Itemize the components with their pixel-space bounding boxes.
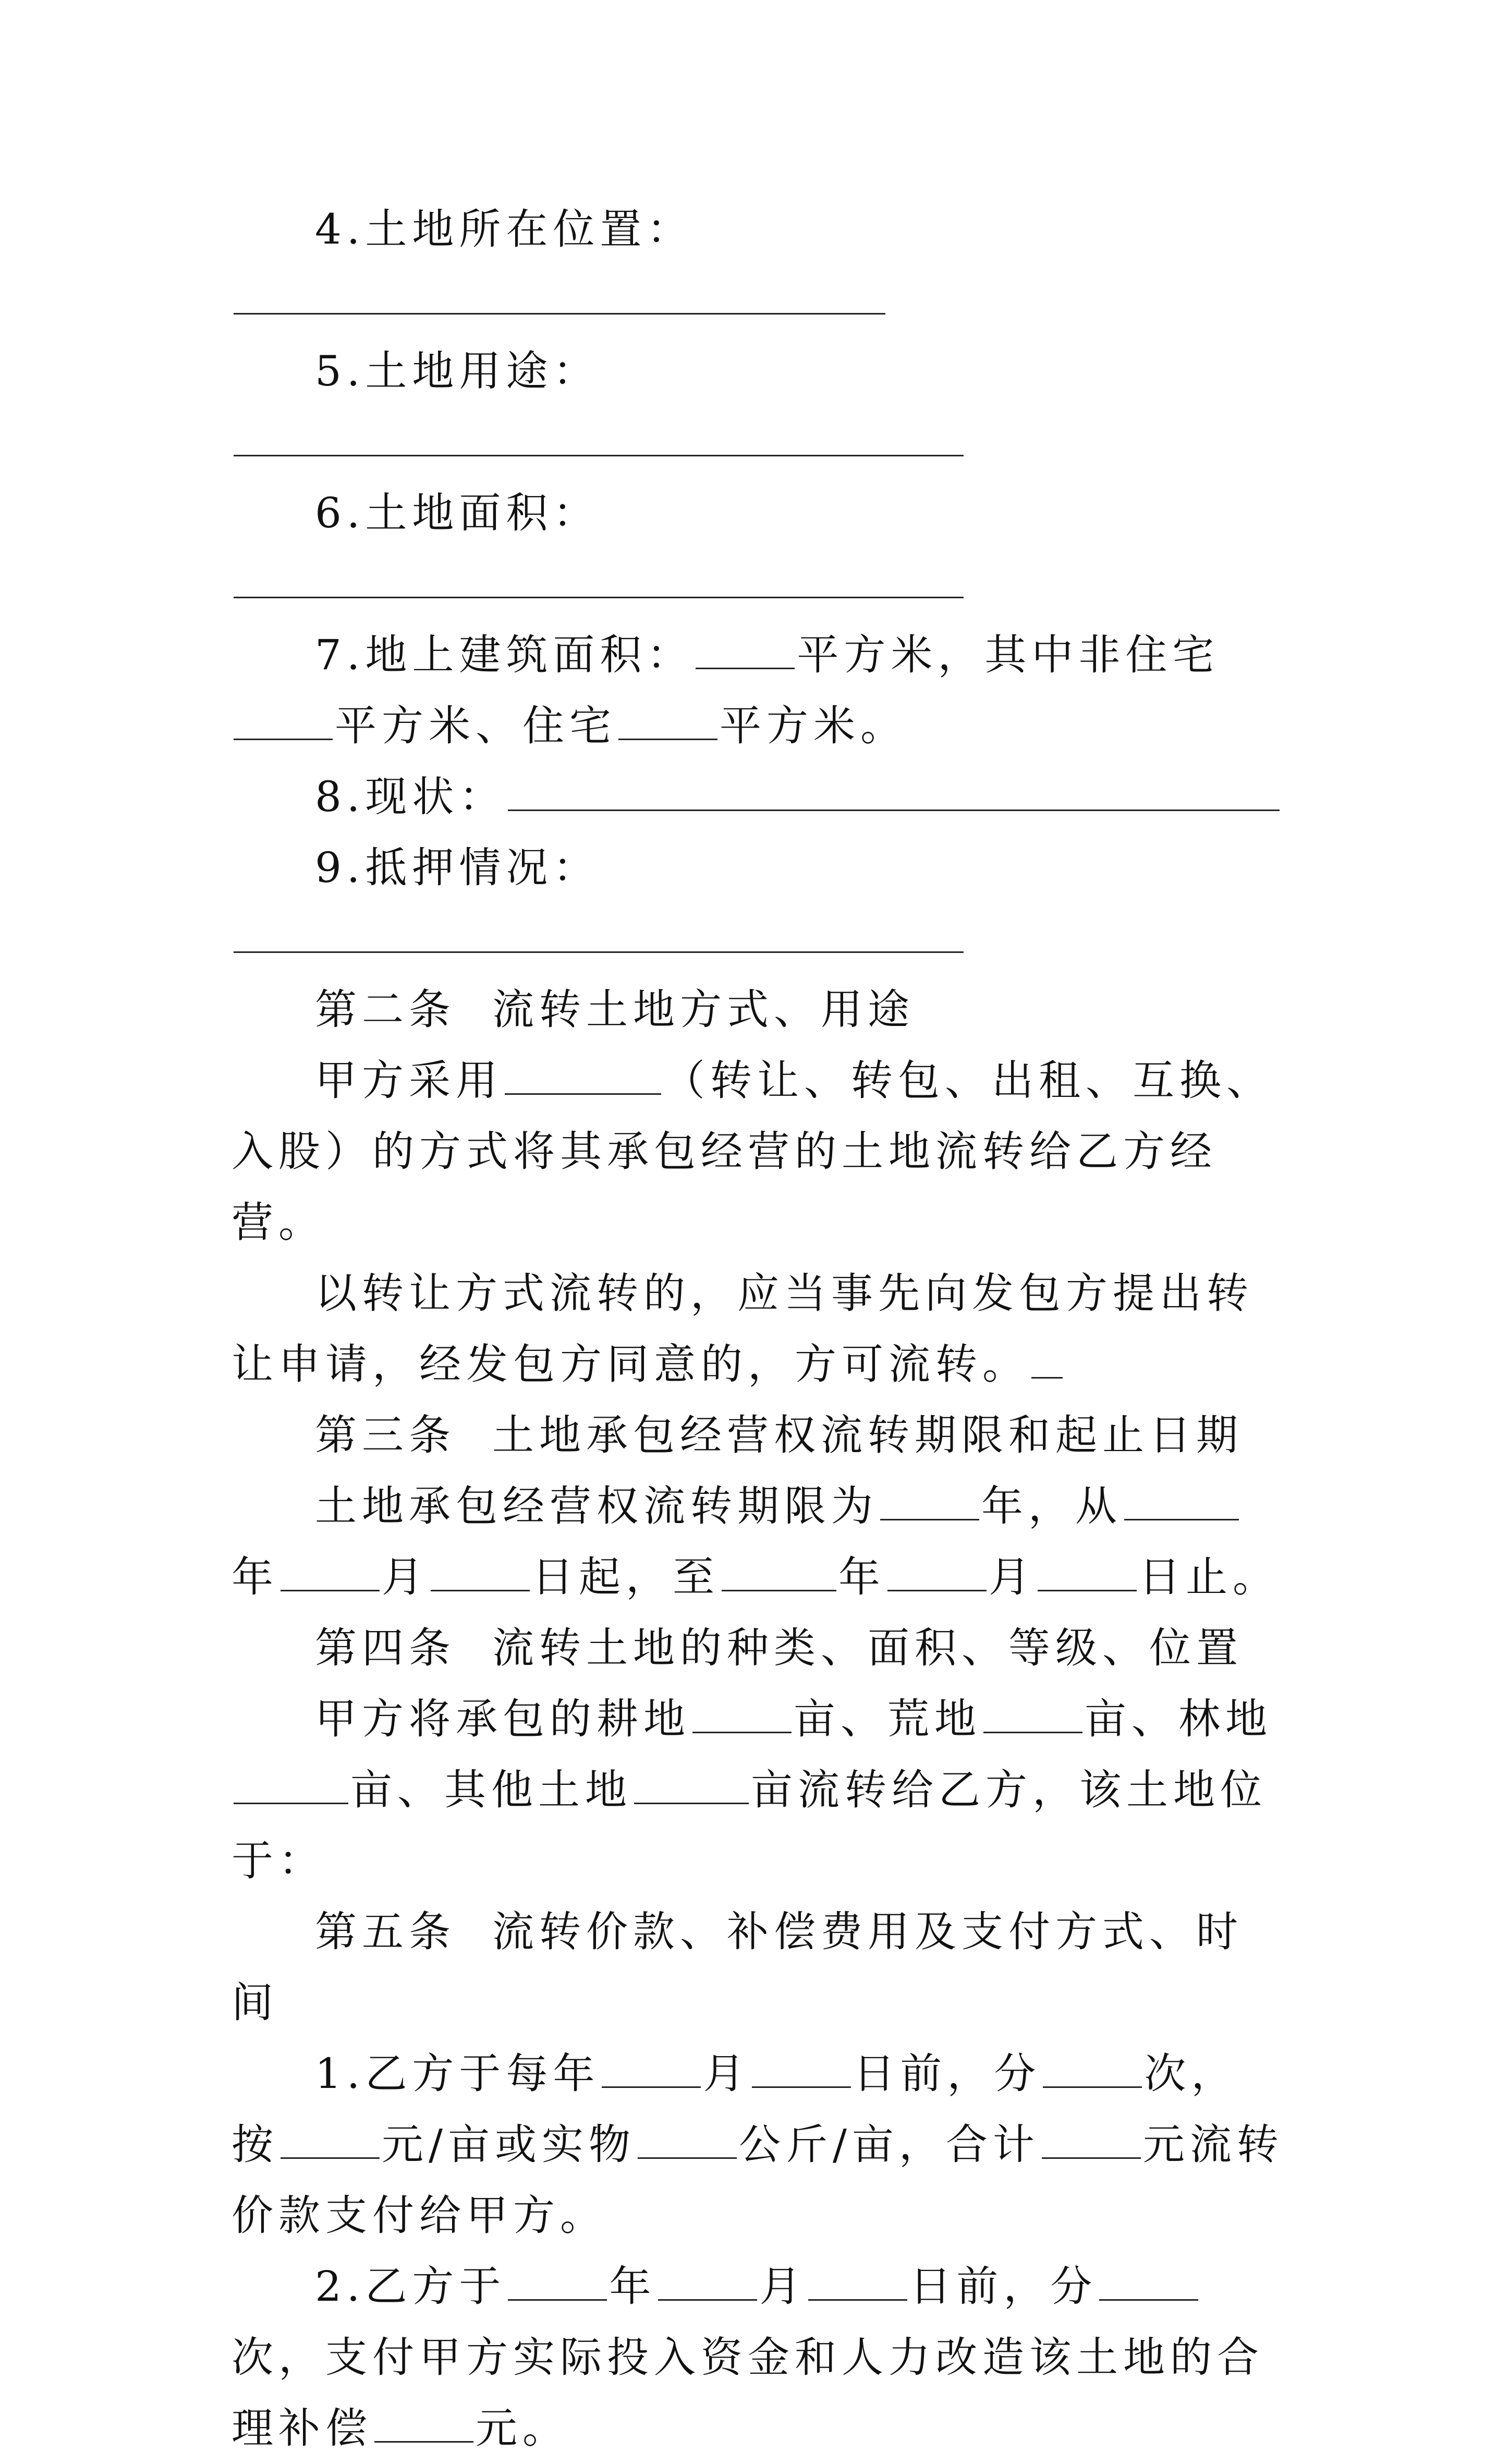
usage-blank xyxy=(234,418,964,456)
article-5-title: 流转价款、补偿费用及支付方式、时间 xyxy=(232,1907,1243,2027)
article-5-text-i: 年 xyxy=(609,2262,656,2311)
article-2-number: 第二条 xyxy=(315,985,456,1034)
article-3-text-e: 日起，至 xyxy=(532,1553,720,1601)
article-3-text-h: 日止。 xyxy=(1139,1553,1280,1601)
item-7-text-b: 平方米，其中非住宅 xyxy=(797,631,1220,679)
end-year-blank xyxy=(722,1553,836,1591)
comp-installments-blank xyxy=(1099,2263,1198,2301)
article-5-text-j: 月 xyxy=(759,2262,807,2311)
trailing-blank xyxy=(1031,1340,1063,1379)
installments-blank xyxy=(1043,2050,1142,2088)
total-amount-blank xyxy=(1042,2121,1141,2159)
article-3-text-a: 土地承包经营权流转期限为 xyxy=(315,1482,878,1530)
transfer-method-blank xyxy=(505,1057,661,1095)
residential-blank xyxy=(618,702,717,740)
article-3-text-c: 年 xyxy=(232,1553,278,1601)
article-2-text-c: 以转让方式流转的，应当事先向发包方提出转让申请，经发包方同意的，方可流转。 xyxy=(232,1269,1254,1388)
article-5-para-2 xyxy=(232,2251,1285,2464)
article-3-heading xyxy=(232,1400,1285,1471)
end-day-blank xyxy=(1038,1553,1137,1591)
article-2-title: 流转土地方式、用途 xyxy=(492,985,915,1034)
article-5-text-c: 日前，分 xyxy=(853,2049,1041,2098)
item-7-label: 7.地上建筑面积： xyxy=(315,631,694,679)
article-3-text-d: 月 xyxy=(382,1553,429,1601)
item-6-label: 6.土地面积： xyxy=(315,489,600,537)
article-5-text-e: 元/亩或实物 xyxy=(382,2120,636,2169)
article-5-text-l: 次，支付甲方实际投入资金和人力改造该土地的合理补偿 xyxy=(232,2333,1264,2453)
article-2-para-1 xyxy=(232,1045,1285,1258)
article-4-heading xyxy=(232,1613,1285,1684)
item-5-usage xyxy=(232,336,1285,478)
article-3-title: 土地承包经营权流转期限和起止日期 xyxy=(492,1411,1243,1459)
item-7-building-area xyxy=(232,620,1285,762)
article-5-text-a: 1.乙方于每年 xyxy=(315,2049,600,2098)
kg-per-mu-blank xyxy=(638,2121,737,2159)
article-2-heading xyxy=(232,974,1285,1045)
item-9-label: 9.抵押情况： xyxy=(315,843,600,892)
article-3-para-1 xyxy=(232,1471,1285,1613)
area-blank xyxy=(234,560,964,598)
article-4-number: 第四条 xyxy=(315,1624,456,1672)
article-5-text-m: 元。 xyxy=(476,2404,569,2453)
forestland-blank xyxy=(234,1766,348,1804)
pay-month-blank xyxy=(602,2050,701,2088)
farmland-blank xyxy=(692,1695,792,1733)
article-4-text-d: 亩、其他土地 xyxy=(350,1766,632,1814)
item-8-status xyxy=(232,762,1285,832)
item-4-location xyxy=(232,194,1285,336)
other-land-blank xyxy=(634,1766,749,1804)
comp-day-blank xyxy=(808,2263,907,2301)
item-4-label: 4.土地所在位置： xyxy=(315,205,694,253)
article-5-text-b: 月 xyxy=(703,2049,750,2098)
article-5-para-1 xyxy=(232,2038,1285,2251)
article-3-number: 第三条 xyxy=(315,1411,456,1459)
article-5-text-d: 次，按 xyxy=(232,2049,1238,2169)
article-3-text-g: 月 xyxy=(989,1553,1036,1601)
article-4-text-e: 亩流转给乙方，该土地位于： xyxy=(232,1766,1267,1885)
term-years-blank xyxy=(880,1482,979,1520)
article-2-text-b: （转让、转包、出租、互换、入股）的方式将其承包经营的土地流转给乙方经营。 xyxy=(232,1056,1273,1247)
article-5-text-k: 日前，分 xyxy=(909,2262,1098,2311)
article-5-heading xyxy=(232,1897,1285,2038)
article-5-number: 第五条 xyxy=(315,1907,456,1956)
mortgage-blank xyxy=(234,915,964,953)
comp-month-blank xyxy=(658,2263,757,2301)
compensation-blank xyxy=(374,2405,473,2443)
price-per-mu-blank xyxy=(281,2121,380,2159)
building-area-blank xyxy=(696,631,795,669)
article-4-text-c: 亩、林地 xyxy=(1085,1695,1272,1743)
item-7-text-d: 平方米。 xyxy=(720,702,907,750)
item-7-text-c: 平方米、住宅 xyxy=(335,702,616,750)
article-4-para-1 xyxy=(232,1684,1285,1897)
location-blank xyxy=(234,276,885,315)
start-day-blank xyxy=(431,1553,530,1591)
item-8-label: 8.现状： xyxy=(315,772,506,821)
item-9-mortgage xyxy=(232,832,1285,974)
non-residential-blank xyxy=(234,702,333,740)
item-5-label: 5.土地用途： xyxy=(315,347,600,395)
article-4-text-b: 亩、荒地 xyxy=(794,1695,981,1743)
comp-year-blank xyxy=(508,2263,607,2301)
article-5-text-g: 元流转价款支付给甲方。 xyxy=(232,2120,1284,2240)
contract-body xyxy=(232,194,1285,2464)
article-2-para-2 xyxy=(232,1258,1285,1400)
article-4-text-a: 甲方将承包的耕地 xyxy=(315,1695,690,1743)
status-blank xyxy=(508,773,1280,811)
wasteland-blank xyxy=(983,1695,1082,1733)
item-6-area xyxy=(232,478,1285,620)
article-5-text-h: 2.乙方于 xyxy=(315,2262,506,2311)
start-year-blank xyxy=(1124,1482,1239,1520)
article-4-title: 流转土地的种类、面积、等级、位置 xyxy=(492,1624,1243,1672)
article-3-text-f: 年 xyxy=(838,1553,885,1601)
end-month-blank xyxy=(887,1553,987,1591)
article-2-text-a: 甲方采用 xyxy=(315,1056,503,1105)
start-month-blank xyxy=(281,1553,380,1591)
pay-day-blank xyxy=(752,2050,851,2088)
article-3-text-b: 年，从 xyxy=(981,1482,1122,1530)
article-5-text-f: 公斤/亩，合计 xyxy=(738,2120,1040,2169)
